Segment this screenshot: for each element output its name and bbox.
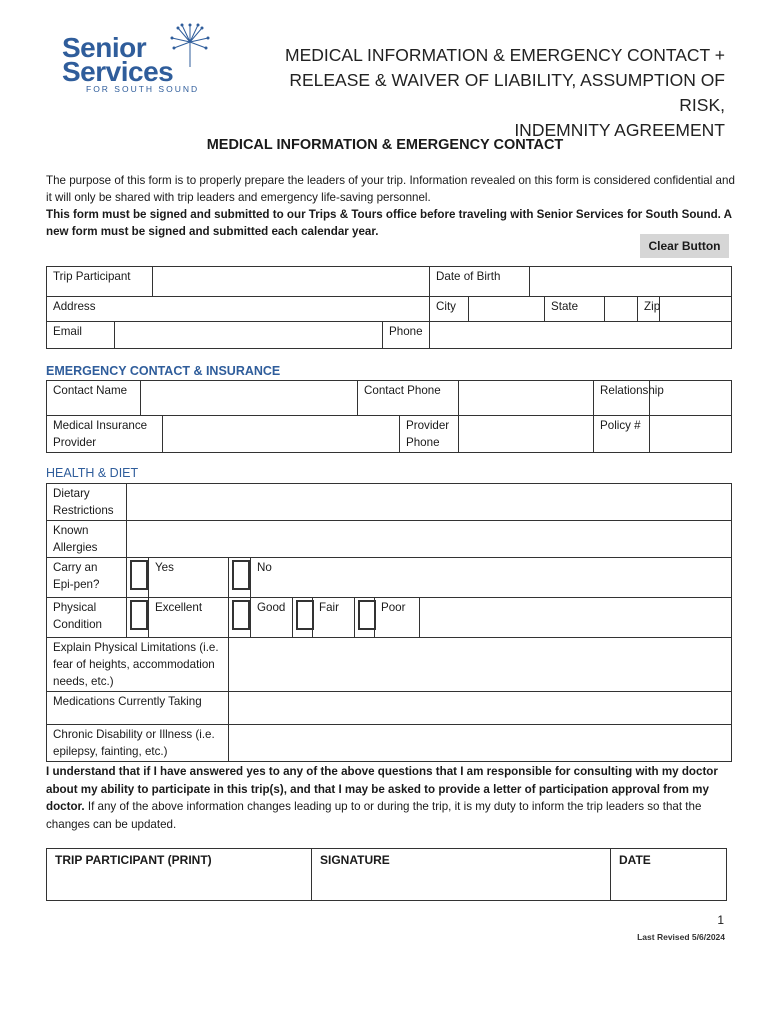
excellent-checkbox[interactable] [130,600,148,630]
email-field[interactable] [115,322,383,349]
physical-label: Physical Condition [47,598,127,638]
zip-label: Zip [638,297,660,322]
clear-button[interactable]: Clear Button [640,234,729,258]
zip-field[interactable] [660,297,732,322]
fair-cell [293,598,313,638]
fair-label: Fair [313,598,355,638]
yes-label: Yes [149,558,229,598]
epipen-no-checkbox[interactable] [232,560,250,590]
phone-label: Phone [383,322,430,349]
intro-text: The purpose of this form is to properly prepare the leaders of your trip. Information revealed on this form is considered confidential and it will only be shared with trip leaders and emergency life-saving personnel. [46,174,735,204]
phone-field[interactable] [430,322,732,349]
intro-bold-text: This form must be signed and submitted to our Trips & Tours office before traveling with Senior Services for South Sound. A new form must be signed and submitted each calendar year. [46,208,732,238]
epipen-label: Carry an Epi-pen? [47,558,127,598]
epipen-yes-checkbox[interactable] [130,560,148,590]
health-table [46,483,732,762]
medical-insurance-label: Medical Insurance Provider [47,416,163,453]
poor-checkbox[interactable] [358,600,376,630]
policy-label: Policy # [594,416,650,453]
contact-phone-field[interactable] [459,381,594,416]
acknowledgement-bold: I understand that if I have answered yes to any of the above questions that I am responsible for consulting with my doctor about my ability to participate in this trip(s), and that I may be asked to provide a letter of participation approval from my doctor. [46,765,718,813]
contact-phone-label: Contact Phone [358,381,459,416]
emergency-heading: EMERGENCY CONTACT & INSURANCE [46,364,281,378]
provider-phone-field[interactable] [459,416,594,453]
signature-field[interactable]: SIGNATURE [312,849,611,901]
excellent-label: Excellent [149,598,229,638]
relationship-label: Relationship [594,381,650,416]
poor-label: Poor [375,598,420,638]
date-field[interactable]: DATE [611,849,727,901]
health-heading: HEALTH & DIET [46,466,139,480]
logo-senior: Senior [62,32,147,63]
email-label: Email [47,322,115,349]
logo-services: Services [62,56,174,87]
epipen-yes-cell [127,558,149,598]
physical-field[interactable] [420,598,732,638]
chronic-field[interactable] [229,725,732,762]
date-of-birth-label: Date of Birth [430,267,530,297]
medical-insurance-field[interactable] [163,416,400,453]
no-label: No [251,558,732,598]
acknowledgement [46,763,736,833]
allergies-field[interactable] [127,521,732,558]
print-name-field[interactable]: TRIP PARTICIPANT (PRINT) [47,849,312,901]
address-label: Address [47,297,430,322]
title-line-1: MEDICAL INFORMATION & EMERGENCY CONTACT + [285,45,725,65]
document-title [255,43,725,143]
emergency-table [46,380,732,453]
city-field[interactable] [469,297,545,322]
excellent-cell [127,598,149,638]
fair-checkbox[interactable] [296,600,314,630]
epipen-no-cell [229,558,251,598]
title-line-2: RELEASE & WAIVER OF LIABILITY, ASSUMPTION OF RISK, [289,70,725,115]
dietary-field[interactable] [127,484,732,521]
city-label: City [430,297,469,322]
acknowledgement-text: If any of the above information changes leading up to or during the trip, it is my duty to inform the trip leaders so that the changes can be updated. [46,800,702,831]
good-label: Good [251,598,293,638]
state-field[interactable] [605,297,638,322]
contact-name-field[interactable] [141,381,358,416]
medications-field[interactable] [229,692,732,725]
poor-cell [355,598,375,638]
limitations-label: Explain Physical Limitations (i.e. fear of heights, accommodation needs, etc.) [47,638,229,692]
dietary-label: Dietary Restrictions [47,484,127,521]
medications-label: Medications Currently Taking [47,692,229,725]
last-revised: Last Revised 5/6/2024 [637,932,725,942]
allergies-label: Known Allergies [47,521,127,558]
date-of-birth-field[interactable] [530,267,732,297]
good-checkbox[interactable] [232,600,250,630]
contact-name-label: Contact Name [47,381,141,416]
limitations-field[interactable] [229,638,732,692]
state-label: State [545,297,605,322]
title-line-3: INDEMNITY AGREEMENT [514,120,725,140]
provider-phone-label: Provider Phone [400,416,459,453]
page-number: 1 [717,913,724,927]
chronic-label: Chronic Disability or Illness (i.e. epilepsy, fainting, etc.) [47,725,229,762]
logo-tagline: FOR SOUTH SOUND [86,84,200,94]
participant-table [46,266,732,349]
section-title: MEDICAL INFORMATION & EMERGENCY CONTACT [206,137,564,153]
good-cell [229,598,251,638]
policy-field[interactable] [650,416,732,453]
trip-participant-field[interactable] [153,267,430,297]
trip-participant-label: Trip Participant [47,267,153,297]
signature-table [46,848,727,901]
